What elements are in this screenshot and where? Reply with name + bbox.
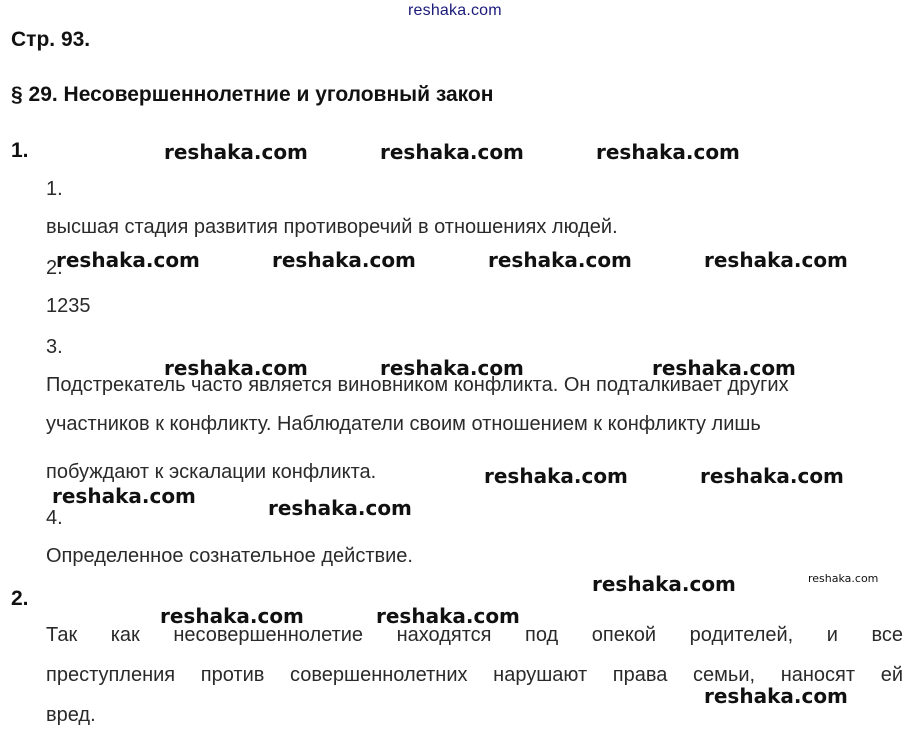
subtask-3-answer-line-2: участников к конфликту. Наблюдатели своим отношением к конфликту лишь — [46, 413, 761, 435]
subtask-2-number: 2. — [46, 257, 63, 279]
watermark: reshaka.com — [164, 140, 308, 164]
task-2-number: 2. — [11, 587, 29, 610]
subtask-3-number: 3. — [46, 336, 63, 358]
task-2-answer-line-1: Так как несовершеннолетие находятся под опекой родителей, и все — [46, 624, 903, 646]
watermark: reshaka.com — [484, 464, 628, 488]
subtask-3-answer-line-1: Подстрекатель часто является виновником конфликта. Он подталкивает других — [46, 374, 789, 396]
subtask-1-answer: высшая стадия развития противоречий в отношениях людей. — [46, 216, 618, 238]
site-caption: reshaka.com — [408, 2, 502, 19]
watermark: reshaka.com — [704, 248, 848, 272]
subtask-4-number: 4. — [46, 507, 63, 529]
watermark: reshaka.com — [160, 604, 304, 628]
watermark: reshaka.com — [592, 572, 736, 596]
watermark-small: reshaka.com — [808, 572, 879, 585]
subtask-4-answer: Определенное сознательное действие. — [46, 545, 413, 567]
watermark: reshaka.com — [704, 684, 848, 708]
task-1-number: 1. — [11, 139, 29, 162]
page-number-label: Стр. 93. — [11, 28, 91, 51]
task-2-answer-line-2: преступления против совершеннолетних нарушают права семьи, наносят ей — [46, 664, 903, 686]
watermark: reshaka.com — [164, 356, 308, 380]
watermark: reshaka.com — [56, 248, 200, 272]
section-title: § 29. Несовершеннолетние и уголовный закон — [11, 83, 494, 106]
watermark: reshaka.com — [652, 356, 796, 380]
subtask-2-answer: 1235 — [46, 295, 91, 317]
watermark: reshaka.com — [488, 248, 632, 272]
task-2-answer-line-3: вред. — [46, 704, 96, 726]
watermark: reshaka.com — [272, 248, 416, 272]
subtask-1-number: 1. — [46, 178, 63, 200]
watermark: reshaka.com — [380, 356, 524, 380]
watermark: reshaka.com — [376, 604, 520, 628]
watermark: reshaka.com — [380, 140, 524, 164]
watermark: reshaka.com — [700, 464, 844, 488]
watermark: reshaka.com — [52, 484, 196, 508]
watermark: reshaka.com — [268, 496, 412, 520]
watermark: reshaka.com — [596, 140, 740, 164]
subtask-3-answer-line-3: побуждают к эскалации конфликта. — [46, 461, 377, 483]
